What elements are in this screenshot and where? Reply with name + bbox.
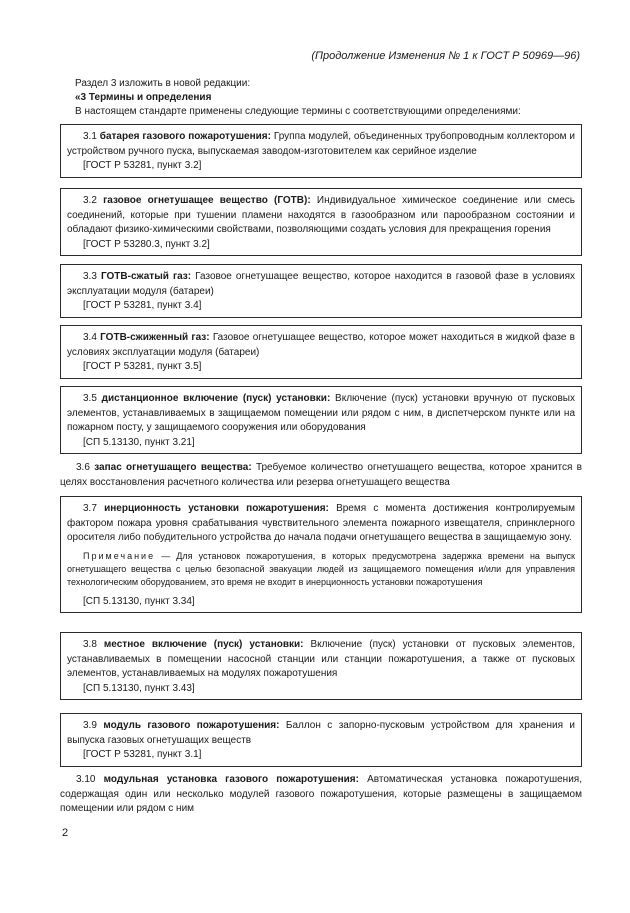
term-number: 3.5: [83, 393, 102, 404]
term-box-3-7: [60, 496, 582, 613]
term-box-3-9: [60, 713, 582, 767]
term-definition: Время с момента достижения контролируемым фактором пожара уровня срабатывания чувствительного элемента пожарного извещателя, спринклерного оросителя либо побудительного устройства до начала подачи огнетушащего вещества в защищаемую зону.: [67, 503, 575, 544]
term-reference: [ГОСТ Р 53281, пункт 3.2]: [83, 160, 202, 172]
term-box-3-8: [60, 632, 582, 700]
term-3-6: [60, 461, 582, 490]
term-definition: Группа модулей, объединенных трубопроводным коллектором и устройством ручного пуска, выпускаемая заводом-изготовителем как серийное изделие: [67, 131, 575, 157]
term-reference: [ГОСТ Р 53281, пункт 3.5]: [83, 361, 202, 373]
term-paragraph: [67, 331, 575, 360]
term-name: модуль газового пожаротушения:: [103, 720, 280, 731]
term-paragraph: [67, 638, 575, 682]
term-box-3-4: [60, 325, 582, 379]
term-box-3-1: [60, 124, 582, 178]
page-number: 2: [62, 827, 69, 839]
term-definition: Баллон с запорно-пусковым устройством для хранения и выпуска газовых огнетушащих веществ: [67, 720, 576, 746]
term-name: местное включение (пуск) установки:: [103, 639, 304, 650]
term-number: 3.6: [76, 462, 95, 473]
term-name: газовое огнетушащее вещество (ГОТВ):: [103, 195, 311, 206]
term-paragraph: [67, 392, 575, 436]
term-reference: [СП 5.13130, пункт 3.34]: [83, 595, 195, 607]
term-paragraph: [67, 194, 575, 238]
term-definition: Индивидуальное химическое соединение или смесь соединений, которые при тушении пламени находятся в газообразном или парообразном состоянии и обладают физико-химическими свойствами, позволяющими создать условия для прекращения горения: [67, 195, 575, 236]
term-definition: Включение (пуск) установки от пусковых элементов, устанавливаемых в помещении насосной станции или станции пожаротушения, а также от пусковых элементов, устанавливаемых на модулях пожаротушения: [67, 639, 575, 680]
term-definition: Газовое огнетушащее вещество, которое может находиться в жидкой фазе в условиях эксплуатации модуля (батареи): [67, 332, 575, 358]
term-3-10: [60, 773, 582, 817]
term-paragraph: [60, 773, 582, 817]
term-name: модульная установка газового пожаротушения:: [103, 774, 359, 785]
term-number: 3.8: [83, 639, 104, 650]
intro-description: В настоящем стандарте применены следующие термины с соответствующими определениями:: [75, 106, 521, 117]
term-reference: [ГОСТ Р 53280.3, пункт 3.2]: [83, 238, 210, 250]
term-definition: Автоматическая установка пожаротушения, содержащая один или несколько модулей газового пожаротушения, которые размещены в защищаемом помещении или рядом с ним: [60, 774, 582, 815]
term-note: [67, 550, 575, 589]
term-number: 3.2: [83, 195, 104, 206]
term-name: ГОТВ-сжиженный газ:: [100, 332, 210, 343]
term-name: дистанционное включение (пуск) установки:: [101, 393, 331, 404]
term-paragraph: [67, 130, 575, 159]
term-definition: Требуемое количество огнетушащего вещества, которое хранится в целях восстановления расчетного количества или резерва огнетушащего вещества: [60, 462, 582, 488]
term-reference: [СП 5.13130, пункт 3.43]: [83, 682, 195, 694]
term-definition: Включение (пуск) установки вручную от пусковых элементов, устанавливаемых в защищаемом помещении или рядом с ним, в диспетчерском пункте или на пожарном посту, у защищаемого сооружения или оборудования: [67, 393, 575, 434]
term-number: 3.9: [83, 720, 104, 731]
term-definition: Газовое огнетушащее вещество, которое находится в газовой фазе в условиях эксплуатации модуля (батареи): [67, 271, 575, 297]
term-number: 3.10: [76, 774, 104, 785]
term-box-3-5: [60, 386, 582, 454]
term-name: ГОТВ-сжатый газ:: [100, 271, 192, 282]
term-reference: [ГОСТ Р 53281, пункт 3.4]: [83, 300, 202, 312]
note-label: Примечание: [83, 550, 156, 561]
term-number: 3.1: [83, 131, 100, 142]
term-box-3-3: [60, 264, 582, 318]
intro-instruction: Раздел 3 изложить в новой редакции:: [75, 78, 251, 89]
term-number: 3.4: [83, 332, 101, 343]
note-text: — Для установок пожаротушения, в которых предусмотрена задержка времени на выпуск огнетушащего вещества с целью безопасной эвакуации людей из защищаемого помещения и/или для управления технологическим оборудованием, это время не входит в инерционность установки пожаротушения: [67, 550, 575, 587]
term-name: запас огнетушащего вещества:: [94, 462, 252, 473]
term-reference: [СП 5.13130, пункт 3.21]: [83, 436, 195, 448]
term-box-3-2: [60, 188, 582, 256]
term-paragraph: [67, 719, 575, 748]
term-reference: [ГОСТ Р 53281, пункт 3.1]: [83, 749, 202, 761]
continuation-header: (Продолжение Изменения № 1 к ГОСТ Р 50969—96): [311, 50, 580, 62]
term-name: батарея газового пожаротушения:: [99, 131, 271, 142]
term-name: инерционность установки пожаротушения:: [104, 503, 329, 514]
term-paragraph: [60, 461, 582, 490]
term-number: 3.3: [83, 271, 101, 282]
section-title: «3 Термины и определения: [75, 92, 212, 103]
term-number: 3.7: [83, 503, 105, 514]
term-paragraph: [67, 502, 575, 546]
term-paragraph: [67, 270, 575, 299]
